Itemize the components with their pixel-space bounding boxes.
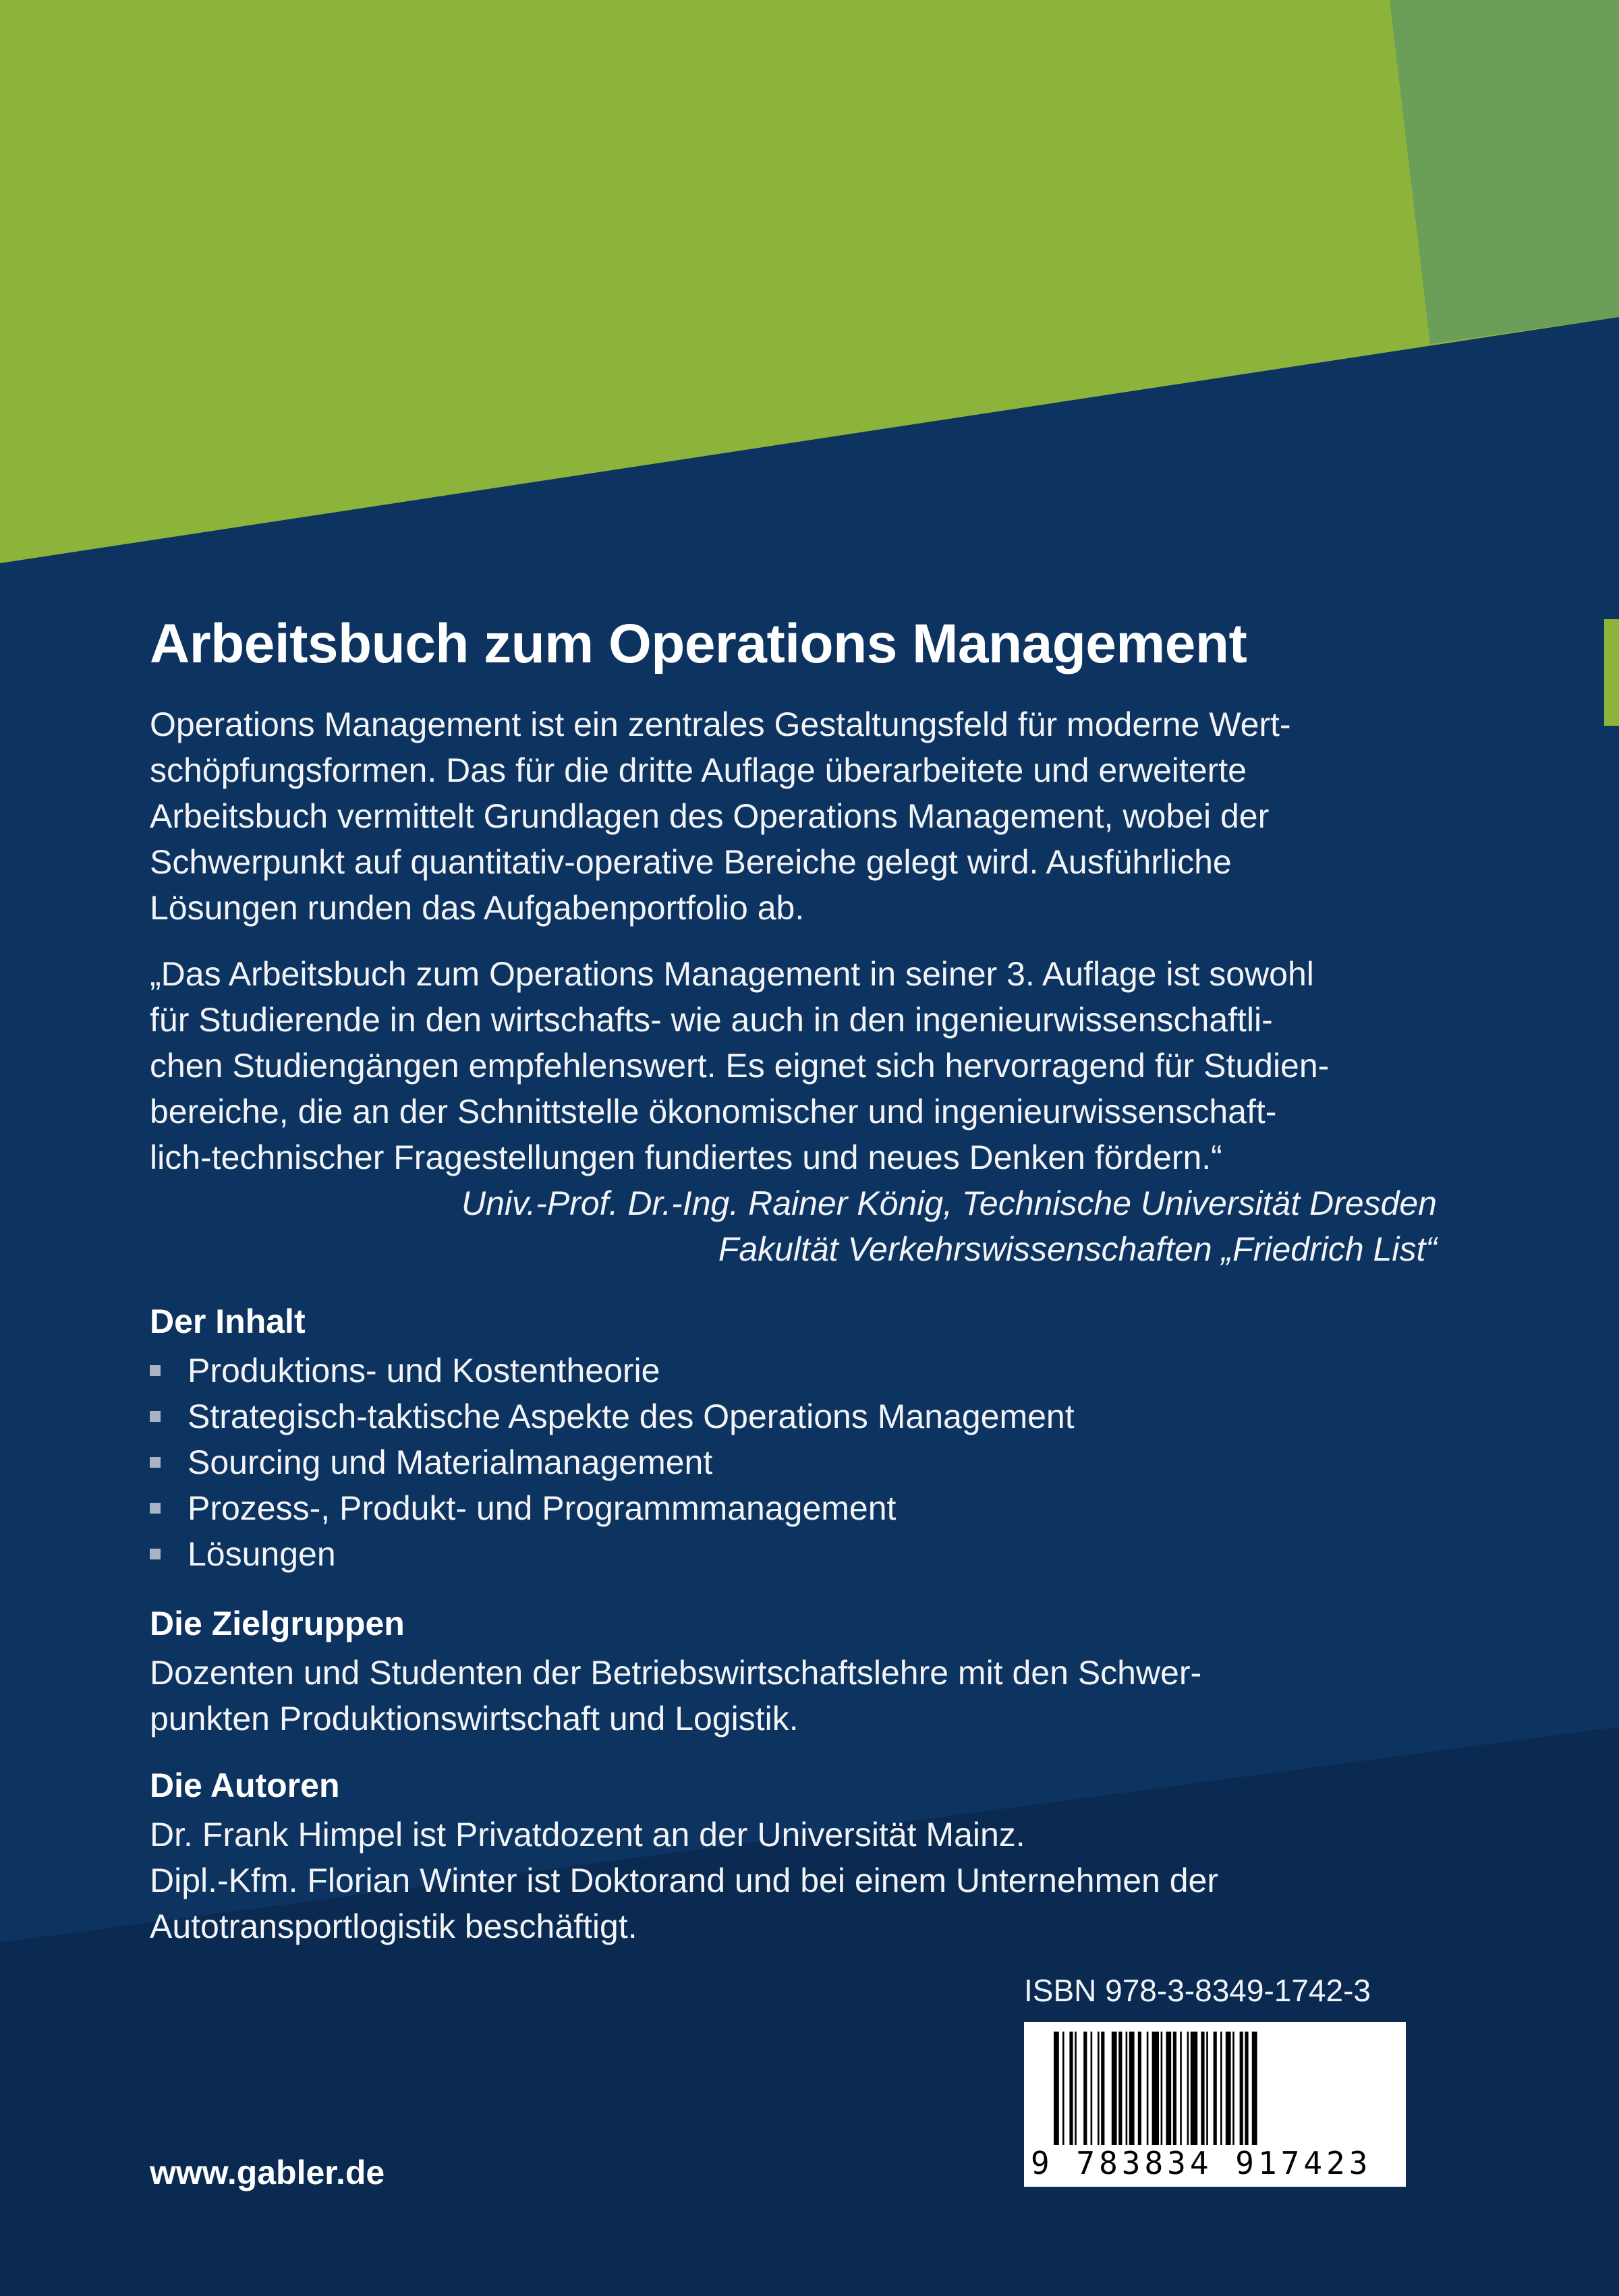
barcode-bar bbox=[1101, 2032, 1104, 2145]
barcode-bar bbox=[1083, 2032, 1087, 2145]
barcode-bar bbox=[1201, 2032, 1204, 2145]
quote-attribution bbox=[461, 1180, 1437, 1272]
barcode-bar bbox=[1091, 2032, 1093, 2145]
intro-paragraph bbox=[150, 701, 1291, 931]
green-edge-marker bbox=[1604, 619, 1619, 726]
bullet-square-icon bbox=[150, 1503, 161, 1514]
barcode-bar bbox=[1245, 2032, 1248, 2145]
audience-text bbox=[150, 1650, 1201, 1742]
authors-text bbox=[150, 1812, 1218, 1949]
barcode-bar bbox=[1129, 2032, 1135, 2145]
intro-line: Lösungen runden das Aufgabenportfolio ab. bbox=[150, 889, 805, 927]
barcode-bar bbox=[1226, 2032, 1231, 2145]
barcode-bar bbox=[1220, 2032, 1222, 2145]
barcode-bar bbox=[1187, 2032, 1189, 2145]
audience-heading: Die Zielgruppen bbox=[150, 1605, 405, 1642]
barcode-bar bbox=[1214, 2032, 1217, 2145]
list-item: Lösungen bbox=[150, 1531, 1075, 1577]
publisher-website: www.gabler.de bbox=[150, 2154, 385, 2191]
barcode-bar bbox=[1075, 2032, 1077, 2145]
barcode-bar bbox=[1147, 2032, 1149, 2145]
quote-line: bereiche, die an der Schnittstelle ökonomischer und ingenieurwissenschaft- bbox=[150, 1093, 1277, 1130]
barcode-bar bbox=[1126, 2032, 1128, 2145]
isbn-label: ISBN 978-3-8349-1742-3 bbox=[1024, 1973, 1371, 2008]
quote-line: für Studierende in den wirtschafts- wie auch in den ingenieurwissenschaftli- bbox=[150, 1001, 1273, 1039]
list-item: Prozess-, Produkt- und Programmmanagement bbox=[150, 1485, 1075, 1531]
quote-line: chen Studiengängen empfehlenswert. Es eignet sich hervorragend für Studien- bbox=[150, 1047, 1330, 1085]
barcode-bar bbox=[1232, 2032, 1234, 2145]
list-item: Sourcing und Materialmanagement bbox=[150, 1439, 1075, 1485]
barcode-bar bbox=[1069, 2032, 1073, 2145]
attribution-line: Univ.-Prof. Dr.-Ing. Rainer König, Technische Universität Dresden bbox=[461, 1184, 1437, 1222]
barcode-bar bbox=[1161, 2032, 1163, 2145]
list-item: Strategisch-taktische Aspekte des Operations Management bbox=[150, 1394, 1075, 1439]
bullet-square-icon bbox=[150, 1457, 161, 1468]
intro-line: Arbeitsbuch vermittelt Grundlagen des Operations Management, wobei der bbox=[150, 797, 1270, 835]
authors-heading: Die Autoren bbox=[150, 1767, 340, 1804]
barcode bbox=[1024, 2022, 1406, 2187]
quote-line: „Das Arbeitsbuch zum Operations Management in seiner 3. Auflage ist sowohl bbox=[150, 955, 1314, 993]
bullet-square-icon bbox=[150, 1549, 161, 1559]
barcode-digits: 9 783834 917423 bbox=[1031, 2145, 1372, 2181]
bullet-square-icon bbox=[150, 1365, 161, 1376]
authors-line: Autotransportlogistik beschäftigt. bbox=[150, 1907, 637, 1945]
barcode-bar bbox=[1180, 2032, 1182, 2145]
authors-line: Dipl.-Kfm. Florian Winter ist Doktorand und bei einem Unternehmen der bbox=[150, 1862, 1219, 1899]
contents-list bbox=[150, 1348, 1075, 1577]
barcode-bar bbox=[1191, 2032, 1197, 2145]
intro-line: schöpfungsformen. Das für die dritte Auflage überarbeitete und erweiterte bbox=[150, 751, 1247, 789]
barcode-bar bbox=[1166, 2032, 1171, 2145]
barcode-bar bbox=[1138, 2032, 1141, 2145]
barcode-bar bbox=[1098, 2032, 1100, 2145]
audience-line: punkten Produktionswirtschaft und Logistik. bbox=[150, 1700, 799, 1738]
book-title: Arbeitsbuch zum Operations Management bbox=[150, 613, 1247, 675]
attribution-line: Fakultät Verkehrswissenschaften „Friedrich List“ bbox=[718, 1230, 1437, 1268]
intro-line: Schwerpunkt auf quantitativ-operative Bereiche gelegt wird. Ausführliche bbox=[150, 843, 1232, 881]
barcode-bar bbox=[1173, 2032, 1176, 2145]
bullet-square-icon bbox=[150, 1411, 161, 1422]
intro-line: Operations Management ist ein zentrales Gestaltungsfeld für moderne Wert- bbox=[150, 706, 1291, 743]
audience-line: Dozenten und Studenten der Betriebswirtschaftslehre mit den Schwer- bbox=[150, 1654, 1202, 1692]
barcode-bar bbox=[1240, 2032, 1243, 2145]
list-item: Produktions- und Kostentheorie bbox=[150, 1348, 1075, 1394]
contents-heading: Der Inhalt bbox=[150, 1302, 306, 1340]
authors-line: Dr. Frank Himpel ist Privatdozent an der Universität Mainz. bbox=[150, 1816, 1025, 1854]
quote-line: lich-technischer Fragestellungen fundiertes und neues Denken fördern.“ bbox=[150, 1139, 1222, 1176]
barcode-bar bbox=[1252, 2032, 1257, 2145]
barcode-bar bbox=[1206, 2032, 1208, 2145]
barcode-bar bbox=[1152, 2032, 1159, 2145]
barcode-bar bbox=[1118, 2032, 1122, 2145]
review-quote bbox=[150, 951, 1329, 1180]
barcode-bar bbox=[1112, 2032, 1117, 2145]
barcode-bar bbox=[1062, 2032, 1064, 2145]
barcode-bar bbox=[1054, 2032, 1059, 2145]
